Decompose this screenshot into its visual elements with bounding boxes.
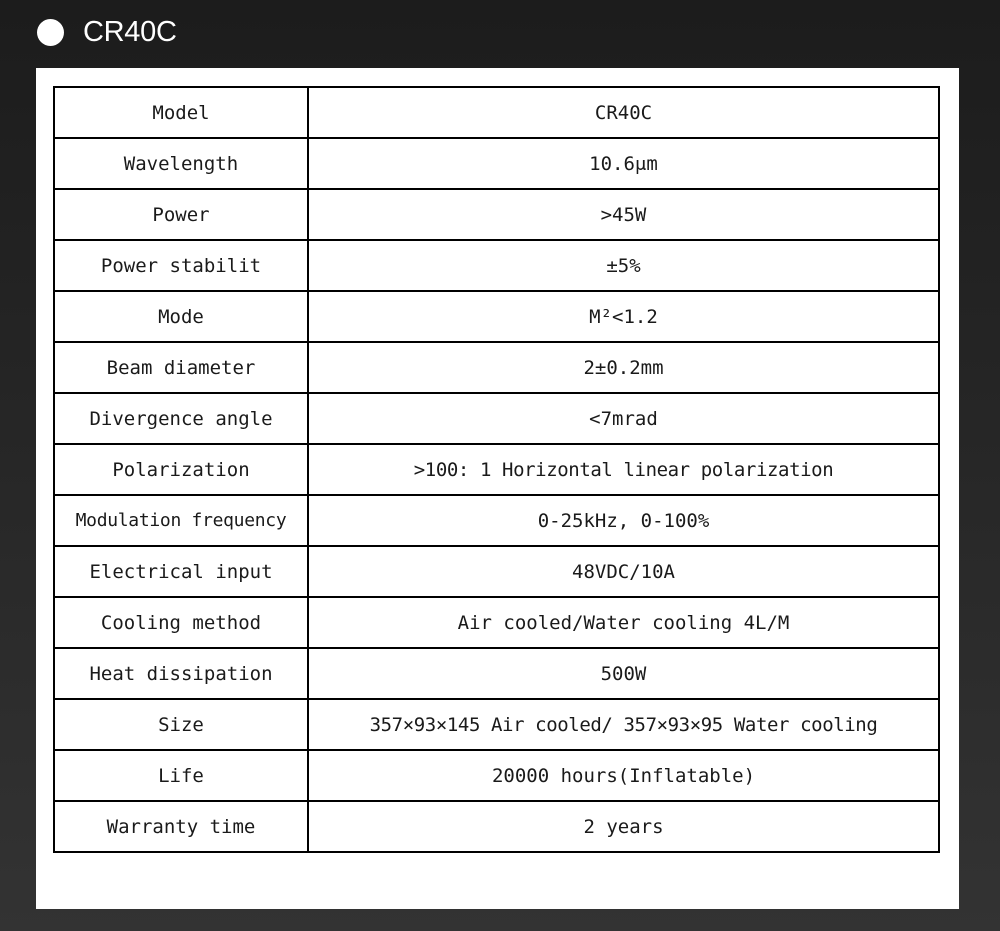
table-row [54, 801, 939, 852]
table-row [54, 444, 939, 495]
spec-label: Polarization [54, 444, 308, 495]
spec-value: Air cooled/Water cooling 4L/M [308, 597, 939, 648]
spec-value: 2 years [308, 801, 939, 852]
table-row [54, 546, 939, 597]
table-row [54, 138, 939, 189]
page-title: CR40C [83, 16, 177, 48]
spec-value: 2±0.2mm [308, 342, 939, 393]
spec-label: Size [54, 699, 308, 750]
spec-panel [36, 68, 959, 909]
spec-value: 48VDC/10A [308, 546, 939, 597]
spec-value: 0-25kHz, 0-100% [308, 495, 939, 546]
bullet-dot-icon [37, 19, 64, 46]
spec-label: Beam diameter [54, 342, 308, 393]
table-row [54, 648, 939, 699]
table-row [54, 750, 939, 801]
spec-value: 357×93×145 Air cooled/ 357×93×95 Water cooling [308, 699, 939, 750]
spec-label: Wavelength [54, 138, 308, 189]
spec-value: 500W [308, 648, 939, 699]
spec-label: Heat dissipation [54, 648, 308, 699]
table-row [54, 291, 939, 342]
spec-label: Electrical input [54, 546, 308, 597]
table-row [54, 699, 939, 750]
spec-label: Cooling method [54, 597, 308, 648]
spec-value: >45W [308, 189, 939, 240]
page-header [0, 0, 1000, 68]
spec-label: Modulation frequency [54, 495, 308, 546]
spec-label: Warranty time [54, 801, 308, 852]
spec-label: Power [54, 189, 308, 240]
spec-label: Model [54, 87, 308, 138]
table-row [54, 189, 939, 240]
table-row [54, 342, 939, 393]
spec-label: Mode [54, 291, 308, 342]
spec-value: 10.6μm [308, 138, 939, 189]
spec-label: Life [54, 750, 308, 801]
spec-value: CR40C [308, 87, 939, 138]
table-row [54, 597, 939, 648]
spec-value: <7mrad [308, 393, 939, 444]
table-row [54, 393, 939, 444]
spec-table [53, 86, 940, 853]
table-row [54, 240, 939, 291]
spec-value: ±5% [308, 240, 939, 291]
table-row [54, 87, 939, 138]
spec-label: Power stabilit [54, 240, 308, 291]
spec-value: M²<1.2 [308, 291, 939, 342]
spec-value: 20000 hours(Inflatable) [308, 750, 939, 801]
spec-value: >100: 1 Horizontal linear polarization [308, 444, 939, 495]
spec-label: Divergence angle [54, 393, 308, 444]
table-row [54, 495, 939, 546]
